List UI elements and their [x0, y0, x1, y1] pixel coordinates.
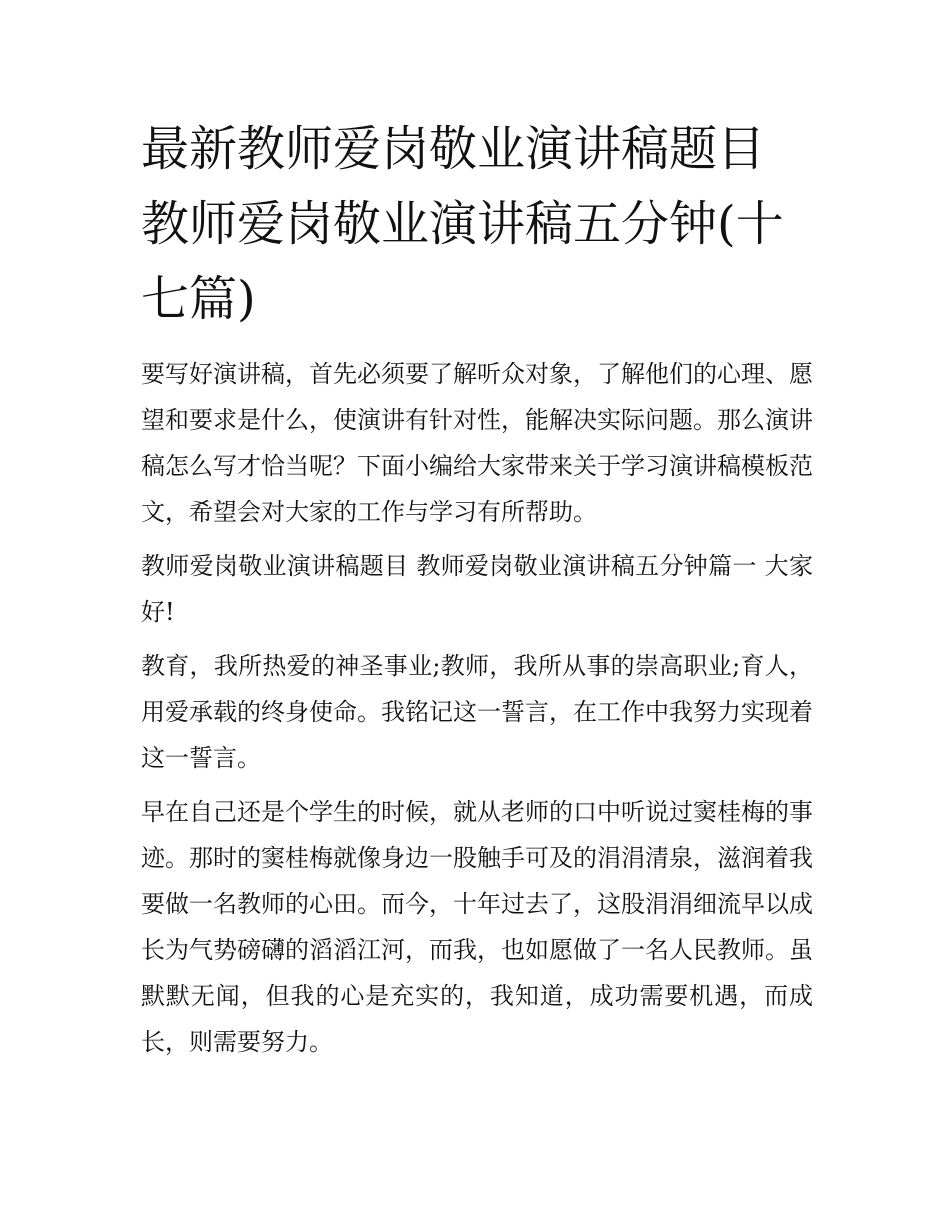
paragraph-education: 教育，我所热爱的神圣事业;教师，我所从事的崇高职业;育人，用爱承载的终身使命。我铭记这一誓言，在工作中我努力实现着这一誓言。 — [141, 652, 813, 772]
paragraph-story: 早在自己还是个学生的时候，就从老师的口中听说过窦桂梅的事迹。那时的窦桂梅就像身边一股触手可及的涓涓清泉，滋润着我要做一名教师的心田。而今，十年过去了，这股涓涓细流早以成长为气势磅礴的滔滔江河，而我，也如愿做了一名人民教师。虽默默无闻，但我的心是充实的，我知道，成功需要机遇，而成长，则需要努力。 — [141, 798, 813, 1056]
document-body — [141, 112, 813, 1065]
paragraph-intro: 要写好演讲稿，首先必须要了解听众对象，了解他们的心理、愿望和要求是什么，使演讲有针对性，能解决实际问题。那么演讲稿怎么写才恰当呢？下面小编给大家带来关于学习演讲稿模板范文，希望会对大家的工作与学习有所帮助。 — [141, 360, 813, 526]
paragraph-section-heading: 教师爱岗敬业演讲稿题目 教师爱岗敬业演讲稿五分钟篇一 大家好! — [141, 552, 813, 626]
document-title: 最新教师爱岗敬业演讲稿题目 教师爱岗敬业演讲稿五分钟(十七篇) — [141, 121, 784, 327]
